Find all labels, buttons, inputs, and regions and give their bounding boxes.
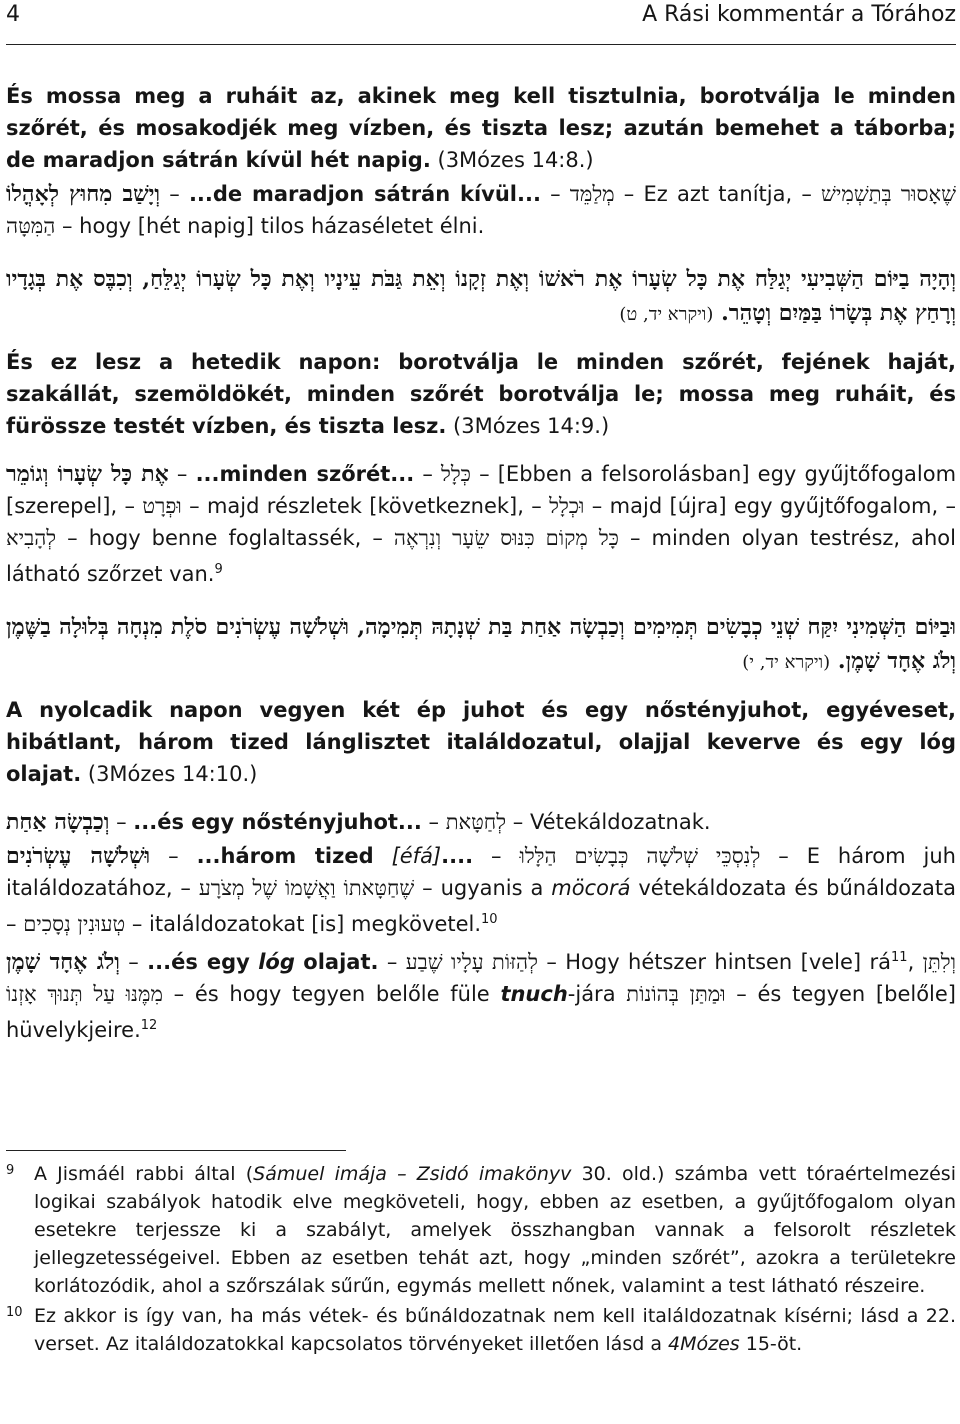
comment-9-heb-5: כָּל מְקוֹם כִּנּוּס שֵׂעָר וְנִרְאֶה [393, 526, 619, 550]
comment-8-heb-2: שֶׁאָסוּר בְּתַשְׁמִישׁ הַמִּטָּה [6, 182, 956, 238]
comment-9-heb-2: וּפְרָט [142, 494, 182, 518]
comment-8: וְיָשַׁב מִחוּץ לְאָהֳלוֹ – ...de maradjon sátrán kívül... – מְלַמֵּד – Ez azt tanítja, – שֶׁאָסוּר בְּתַשְׁמִישׁ הַמִּטָּה – hogy [hét napig] tilos házaséletet élni. [6, 181, 956, 238]
comment-10c-heb-lemma: וְלֹג אֶחָד שָׁמֶן [6, 949, 120, 975]
comment-10a-lemma: ...és egy nőstényjuhot... [133, 810, 422, 834]
footnote-text [34, 1160, 956, 1300]
comment-8-text-2: hogy [hét napig] tilos házaséletet élni. [79, 214, 485, 238]
comment-8-text-1: Ez azt tanítja, [643, 182, 793, 206]
verse-10-hungarian [6, 694, 956, 790]
comment-10c-heb-2: וְלִתֵּן מִמֶּנּוּ עַל תְּנוּךְ אָזְנוֹ [6, 950, 956, 1006]
verse-9-hungarian [6, 346, 956, 442]
comment-9-heb-lemma: אֶת כָּל שְׂעָרוֹ וְגוֹמֵר [6, 461, 169, 487]
comment-10a: וְכַבְשָׂה אַחַת – ...és egy nőstényjuhot... – לְחַטָּאת – Vétekáldozatnak. [6, 809, 711, 835]
comment-8-heb-lemma: וְיָשַׁב מִחוּץ לְאָהֳלוֹ [6, 181, 161, 207]
footnote-9-italic: Sámuel imája – Zsidó imakönyv [253, 1163, 572, 1185]
verse-8-text: És mossa meg a ruháit az, akinek meg kell tisztulnia, borotválja le minden szőrét, és mosakodjék meg vízben, és tiszta lesz; azután bemehet a táborba; de maradjon sátrán kívül hét napig. [6, 84, 956, 172]
comment-9-text-5: minden olyan testrész, ahol látható szőrzet van. [6, 526, 956, 586]
comment-10b-heb-3: טְעוּנִין נְסָכִים [23, 912, 126, 936]
comment-8-lemma: ...de maradjon sátrán kívül... [188, 182, 541, 206]
comment-10a-heb-lemma: וְכַבְשָׂה אַחַת [6, 809, 110, 835]
comment-10a-text-1: Vétekáldozatnak. [529, 810, 711, 834]
comment-10b-text-2a: ugyanis a [440, 876, 544, 900]
comment-10b-heb-1: לְנִסְכֵּי שְׁלֹשָׁה כְּבָשִׂים הַלָּלוּ [519, 844, 761, 868]
comment-9-text-3: majd [újra] egy gyűjtőfogalom, [609, 494, 939, 518]
comment-10b-text-3: italáldozatokat [is] megkövetel. [149, 912, 482, 936]
footnote-9-post: 30. old.) számba vett tóraértelmezési logikai szabályok hatodik elve megköveteli, hogy, ebben az esetben, a gyűjtőfogalom olyan esetekre terjessze ki a szabályt, amelyek összhangban vannak a felsorolt részletek jellegzetességeivel. Ebben az esetben tehát azt, hogy „minden szőrét”, azokra a területekre korlátozódik, ahol a szőrszálak sűrűn, egymás mellett nőnek, valamint a test látható részeire. [34, 1163, 956, 1297]
comment-9-heb-4: לְהָבִיא [6, 526, 57, 550]
comment-10c-heb-1: לְהַזּוֹת עָלָיו שֶׁבַע [405, 950, 538, 974]
footnote-divider [6, 1150, 346, 1151]
footnote-10-italic: 4Mózes [668, 1333, 740, 1355]
footnote-10-post: 15-öt. [739, 1333, 803, 1355]
page-number: 4 [6, 2, 20, 27]
verse-9-ref: (3Mózes 14:9.) [453, 414, 610, 438]
hebrew-verse-10 [6, 610, 956, 680]
comment-10b-lemma: ...három tized [196, 844, 374, 868]
footnote-number: 10 [6, 1305, 23, 1320]
main-content [6, 80, 956, 1046]
running-title: A Rási kommentár a Tórához [642, 2, 956, 27]
verse-10-text: A nyolcadik napon vegyen két ép juhot és egy nőstényjuhot, egyéveset, hibátlant, három tized lánglisztet italáldozatul, olajjal keverve és egy lóg olajat. [6, 698, 956, 786]
comment-9-text-4: hogy benne foglaltassék, [88, 526, 362, 550]
comment-10c: וְלֹג אֶחָד שָׁמֶן – ...és egy lóg olajat. – לְהַזּוֹת עָלָיו שֶׁבַע – Hogy hétszer hintsen [vele] $rá^{11}$, וְלִתֵּן מִמֶּנּוּ עַל תְּנוּךְ אָזְנוֹ – és hogy tegyen belőle füle tnuch-jára וּמַתַּן בְּהוֹנוֹת – és tegyen [belőle] hüvelykjeire.$^{12}$ [6, 949, 956, 1042]
hebrew-verse-10-text: וּבַיּוֹם הַשְּׁמִינִי יִקַּח שְׁנֵי כְבָשִׂים תְּמִימִים וְכַבְשָׂה אַחַת בַּת שְׁנָתָהּ תְּמִימָה, וּשְׁלֹשָׁה עֶשְׂרֹנִים סֹלֶת מִנְחָה בְּלוּלָה בַשֶּׁמֶן וְלֹג אֶחָד שָׁמֶן. [6, 614, 956, 674]
footnote-10-pre: Ez akkor is így van, ha más vétek- és bűnáldozatnak nem kell italáldozatnak kísérni; lásd a 22. verset. Az italáldozatokkal kapcsolatos törvényeket illetően lásd a [34, 1305, 956, 1355]
comment-10b-lemma-italic: [éfá] [391, 844, 442, 868]
page-header [6, 0, 956, 36]
comment-10c-text-2-italic: tnuch [500, 982, 568, 1006]
comment-10b-text-1: E három juh italáldozatához, [6, 844, 956, 900]
footnote-9 [6, 1160, 956, 1300]
footnotes [6, 1160, 956, 1360]
footnote-number: 9 [6, 1163, 15, 1178]
header-divider [6, 44, 956, 45]
footnote-ref-11[interactable]: 11 [891, 950, 908, 965]
comment-10c-text-2b: -jára [567, 982, 616, 1006]
comment-10c-lemma-b: olajat. [303, 950, 379, 974]
comment-8-heb-1: מְלַמֵּד [569, 182, 615, 206]
verse-9-text: És ez lesz a hetedik napon: borotválja le minden szőrét, fejének haját, szakállát, szemöldökét, minden szőrét borotválja le; mossa meg ruháit, és fürössze testét vízben, és tiszta lesz. [6, 350, 956, 438]
footnote-ref-12[interactable]: 12 [140, 1018, 158, 1033]
comment-10c-heb-4: בְּהוֹנוֹת [626, 982, 679, 1006]
verse-8-hungarian [6, 80, 956, 176]
hebrew-verse-10-ref: (ויקרא יד, י) [742, 652, 831, 673]
comment-10c-lemma-italic: lóg [258, 950, 295, 974]
hebrew-verse-9 [6, 262, 956, 332]
verse-10-ref: (3Mózes 14:10.) [87, 762, 258, 786]
comment-10b-heb-2: שֶׁחַטָּאתוֹ וַאֲשָׁמוֹ שֶׁל מְצֹרָע [198, 876, 415, 900]
comment-9-text-1: [Ebben a felsorolásban] egy gyűjtőfogalom [szerepel], [6, 462, 957, 518]
footnote-10 [6, 1302, 956, 1358]
comment-10b: וּשְׁלֹשָׁה עֶשְׂרֹנִים – ...három tized [éfá].... – לְנִסְכֵּי שְׁלֹשָׁה כְּבָשִׂים הַלָּלוּ – E három juh italáldozatához, – שֶׁחַטָּאתוֹ וַאֲשָׁמוֹ שֶׁל מְצֹרָע – ugyanis a möcorá vétekáldozata és bűnáldozata – טְעוּנִין נְסָכִים – italáldozatokat [is] megkövetel.$^{10}$ [6, 843, 956, 936]
comment-10a-heb-1: לְחַטָּאת [445, 810, 507, 834]
comment-10c-lemma-a: ...és egy [147, 950, 250, 974]
comment-9-heb-1: כְּלָל [441, 462, 471, 486]
comment-10b-lemma-end: .... [441, 844, 474, 868]
comment-9: אֶת כָּל שְׂעָרוֹ וְגוֹמֵר – ...minden szőrét... – כְּלָל – [Ebben a felsorolásban] egy gyűjtőfogalom [szerepel], – וּפְרָט – majd részletek [következnek], – וּכְלָל – majd [újra] egy gyűjtőfogalom, – לְהָבִיא – hogy benne foglaltassék, – כָּל מְקוֹם כִּנּוּס שֵׂעָר וְנִרְאֶה – minden olyan testrész, ahol látható szőrzet van.$^9$ [6, 461, 957, 586]
comment-10b-text-2-italic: möcorá [551, 876, 631, 900]
hebrew-verse-9-ref: (ויקרא יד, ט) [619, 304, 714, 325]
comment-10b-text-2b: vétekáldozata és bűnáldozata [638, 876, 956, 900]
footnote-ref-9[interactable]: 9 [214, 562, 223, 577]
comment-10c-text-2a: és hogy tegyen belőle füle [194, 982, 490, 1006]
hebrew-verse-9-text: וְהָיָה בַיּוֹם הַשְּׁבִיעִי יְגַלַּח אֶת כָּל שְׂעָרוֹ אֶת רֹאשׁוֹ וְאֶת זְקָנוֹ וְאֵת גַּבֹּת עֵינָיו וְאֶת כָּל שְׂעָרוֹ יְגַלֵּחַ, וְכִבֶּס אֶת בְּגָדָיו וְרָחַץ אֶת בְּשָׂרוֹ בַּמַּיִם וְטָהֵר. [6, 266, 956, 326]
footnote-ref-10[interactable]: 10 [481, 912, 498, 927]
comment-9-lemma: ...minden szőrét... [195, 462, 415, 486]
comment-10b-heb-lemma: וּשְׁלֹשָׁה עֶשְׂרֹנִים [6, 843, 151, 869]
comment-9-heb-3: וּכְלָל [549, 494, 585, 518]
verse-8-ref: (3Mózes 14:8.) [437, 148, 594, 172]
comment-10c-heb-3: וּמַתַּן [689, 982, 726, 1006]
comment-10c-text-1: Hogy hétszer hintsen [vele] rá [565, 950, 892, 974]
footnote-9-pre: A Jismáél rabbi által ( [34, 1163, 254, 1185]
comment-9-text-2: majd részletek [következnek], [206, 494, 524, 518]
footnote-text [34, 1302, 956, 1358]
comment-10c-text-4: és tegyen [belőle] hüvelykjeire. [6, 982, 956, 1042]
